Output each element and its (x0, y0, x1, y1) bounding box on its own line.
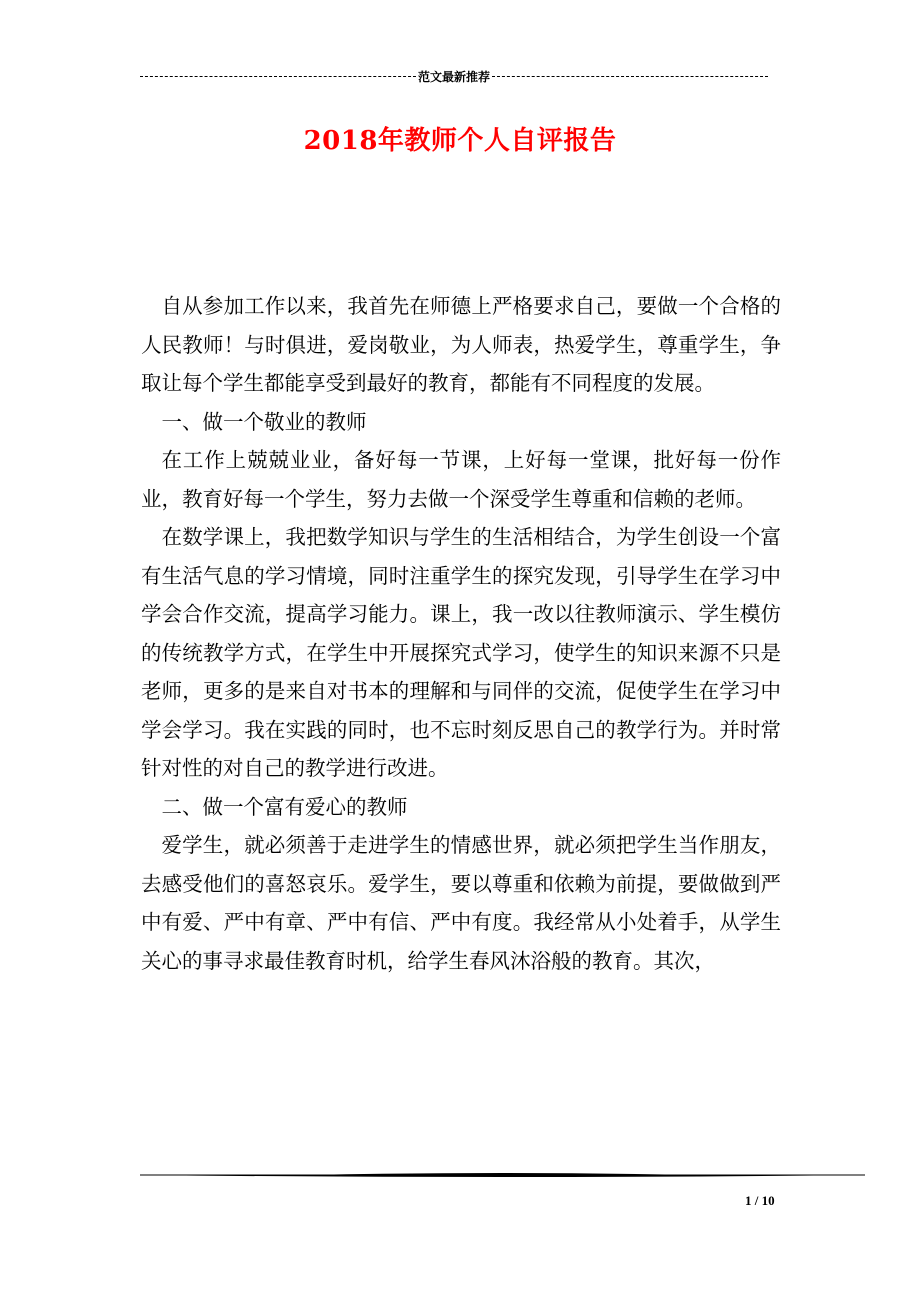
section-heading: 二、做一个富有爱心的教师 (161, 794, 408, 819)
header-dashes-left (140, 76, 416, 77)
page-header (140, 68, 768, 84)
footer-divider (140, 1170, 865, 1180)
paragraph: 在工作上兢兢业业，备好每一节课，上好每一堂课，批好每一份作业，教育好每一个学生，努力去做一个深受学生尊重和信赖的老师。 (141, 448, 781, 511)
paragraph: 自从参加工作以来，我首先在师德上严格要求自己，要做一个合格的人民教师！与时俱进，爱岗敬业，为人师表，热爱学生，尊重学生，争取让每个学生都能享受到最好的教育，都能有不同程度的发展。 (141, 294, 781, 395)
document-body (141, 287, 781, 980)
header-dashes-right (492, 76, 768, 77)
section-heading: 一、做一个敬业的教师 (161, 409, 367, 434)
document-title: 2018年教师个人自评报告 (303, 126, 617, 156)
header-label: 范文最新推荐 (418, 69, 491, 84)
page-number: 1 / 10 (745, 1193, 775, 1208)
paragraph: 在数学课上，我把数学知识与学生的生活相结合，为学生创设一个富有生活气息的学习情境，同时注重学生的探究发现，引导学生在学习中学会合作交流，提高学习能力。课上，我一改以往教师演示、学生模仿的传统教学方式，在学生中开展探究式学习，使学生的知识来源不只是老师，更多的是来自对书本的理解和与同伴的交流，促使学生在学习中学会学习。我在实践的同时，也不忘时刻反思自己的教学行为。并时常针对性的对自己的教学进行改进。 (141, 525, 781, 780)
paragraph: 爱学生，就必须善于走进学生的情感世界，就必须把学生当作朋友，去感受他们的喜怒哀乐。爱学生，要以尊重和依赖为前提，要做做到严中有爱、严中有章、严中有信、严中有度。我经常从小处着手，从学生关心的事寻求最佳教育时机，给学生春风沐浴般的教育。其次， (141, 833, 781, 973)
